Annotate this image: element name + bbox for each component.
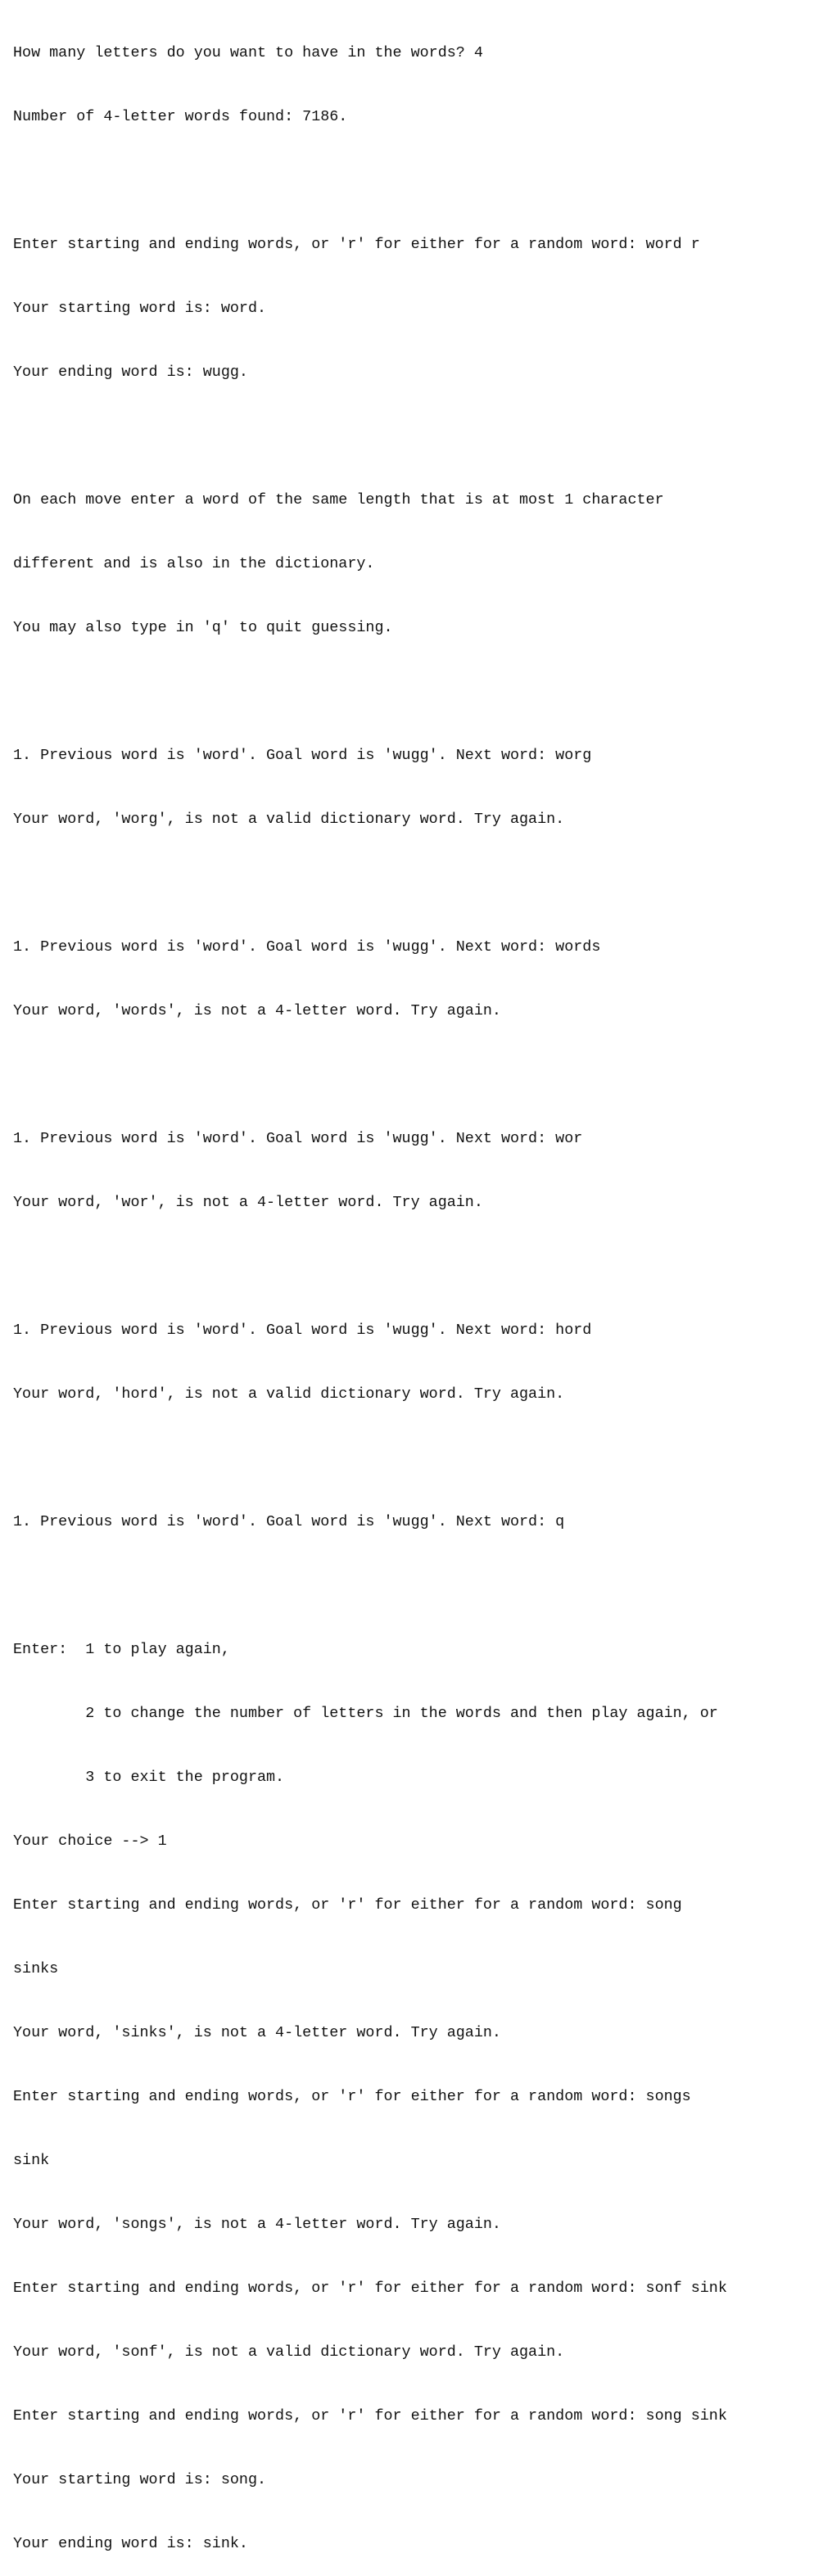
console-line: Your choice --> 1 [13, 1833, 167, 1850]
console-line: Your word, 'words', is not a 4-letter word. Try again. [13, 1002, 501, 1019]
console-line: Your ending word is: wugg. [13, 364, 248, 381]
console-line: sinks [13, 1960, 59, 1977]
console-line: Your starting word is: song. [13, 2471, 267, 2488]
console-line: On each move enter a word of the same length that is at most 1 character [13, 491, 664, 508]
console-line: Enter starting and ending words, or 'r' for either for a random word: sonf sink [13, 2280, 727, 2297]
console-line: How many letters do you want to have in the words? 4 [13, 44, 483, 61]
console-line [13, 873, 824, 894]
console-line [13, 1064, 824, 1086]
console-line [13, 1256, 824, 1277]
console-line: Your ending word is: sink. [13, 2535, 248, 2552]
console-output [13, 0, 824, 2576]
console-line: 1. Previous word is 'word'. Goal word is 'wugg'. Next word: hord [13, 1322, 592, 1339]
console-line: sink [13, 2152, 50, 2169]
console-line [13, 1575, 824, 1597]
console-line: Number of 4-letter words found: 7186. [13, 108, 348, 125]
console-line [13, 1448, 824, 1469]
console-line: Enter starting and ending words, or 'r' for either for a random word: songs [13, 2088, 691, 2105]
console-line: Your starting word is: word. [13, 300, 267, 317]
console-line: 2 to change the number of letters in the words and then play again, or [13, 1705, 718, 1722]
console-line: Enter starting and ending words, or 'r' for either for a random word: song sink [13, 2407, 727, 2425]
console-line: 1. Previous word is 'word'. Goal word is 'wugg'. Next word: worg [13, 747, 592, 764]
console-line: Your word, 'worg', is not a valid dictionary word. Try again. [13, 811, 565, 828]
console-line: Enter starting and ending words, or 'r' for either for a random word: word r [13, 236, 700, 253]
console-line: 3 to exit the program. [13, 1769, 285, 1786]
console-line: different and is also in the dictionary. [13, 555, 375, 572]
console-line [13, 426, 824, 447]
console-line [13, 170, 824, 192]
console-line [13, 681, 824, 703]
console-line: Enter starting and ending words, or 'r' for either for a random word: song [13, 1896, 682, 1914]
console-line: Enter: 1 to play again, [13, 1641, 230, 1658]
console-line: Your word, 'wor', is not a 4-letter word. Try again. [13, 1194, 483, 1211]
console-line: Your word, 'hord', is not a valid dictionary word. Try again. [13, 1385, 565, 1403]
console-line: Your word, 'sinks', is not a 4-letter word. Try again. [13, 2024, 501, 2041]
console-line: 1. Previous word is 'word'. Goal word is 'wugg'. Next word: words [13, 938, 601, 956]
console-line: 1. Previous word is 'word'. Goal word is 'wugg'. Next word: q [13, 1513, 565, 1530]
console-line: Your word, 'sonf', is not a valid dictionary word. Try again. [13, 2343, 565, 2361]
console-line: 1. Previous word is 'word'. Goal word is 'wugg'. Next word: wor [13, 1130, 583, 1147]
console-line: Your word, 'songs', is not a 4-letter word. Try again. [13, 2216, 501, 2233]
console-line: You may also type in 'q' to quit guessing. [13, 619, 393, 636]
